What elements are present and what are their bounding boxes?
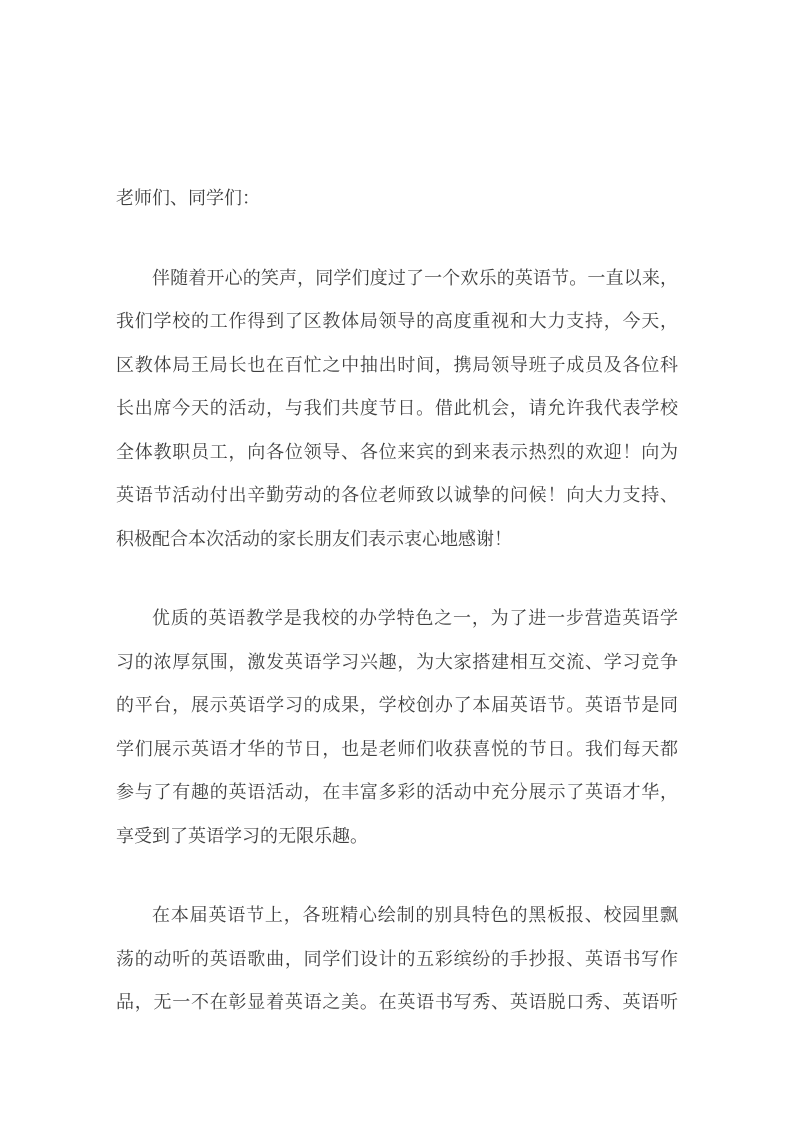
- text-line: 我们学校的工作得到了区教体局领导的高度重视和大力支持，今天，: [116, 311, 678, 331]
- paragraph-festival-activities: [116, 894, 678, 1025]
- text-line: 享受到了英语学习的无限乐趣。: [116, 825, 368, 846]
- text-line: 学们展示英语才华的节日，也是老师们收获喜悦的节日。我们每天都: [116, 738, 678, 759]
- text-line: 习的浓厚氛围，激发英语学习兴趣，为大家搭建相互交流、学习竞争: [116, 651, 678, 672]
- text-line: 的平台，展示英语学习的成果，学校创办了本届英语节。英语节是同: [116, 695, 678, 715]
- text-line: 优质的英语教学是我校的办学特色之一，为了进一步营造英语学: [152, 608, 678, 628]
- text-line: 参与了有趣的英语活动，在丰富多彩的活动中充分展示了英语才华，: [116, 782, 678, 802]
- text-line: 英语节活动付出辛勤劳动的各位老师致以诚挚的问候！向大力支持、: [116, 485, 678, 505]
- text-line: 在本届英语节上，各班精心绘制的别具特色的黑板报、校园里飘: [152, 905, 678, 925]
- text-line: 伴随着开心的笑声，同学们度过了一个欢乐的英语节。一直以来，: [152, 267, 678, 288]
- paragraph-welcome: [116, 257, 678, 562]
- text-line: 荡的动听的英语歌曲，同学们设计的五彩缤纷的手抄报、英语书写作: [116, 948, 678, 969]
- text-line: 品，无一不在彰显着英语之美。在英语书写秀、英语脱口秀、英语听: [116, 992, 678, 1012]
- text-line: 积极配合本次活动的家长朋友们表示衷心地感谢！: [116, 528, 512, 549]
- text-line: 长出席今天的活动，与我们共度节日。借此机会，请允许我代表学校: [116, 398, 678, 418]
- text-block: [116, 177, 678, 1025]
- text-line: 全体教职员工，向各位领导、各位来宾的到来表示热烈的欢迎！向为: [116, 441, 678, 462]
- text-line: 区教体局王局长也在百忙之中抽出时间，携局领导班子成员及各位科: [116, 354, 678, 375]
- paragraph-festival-purpose: [116, 597, 678, 858]
- salutation-line: 老师们、同学们：: [116, 188, 260, 208]
